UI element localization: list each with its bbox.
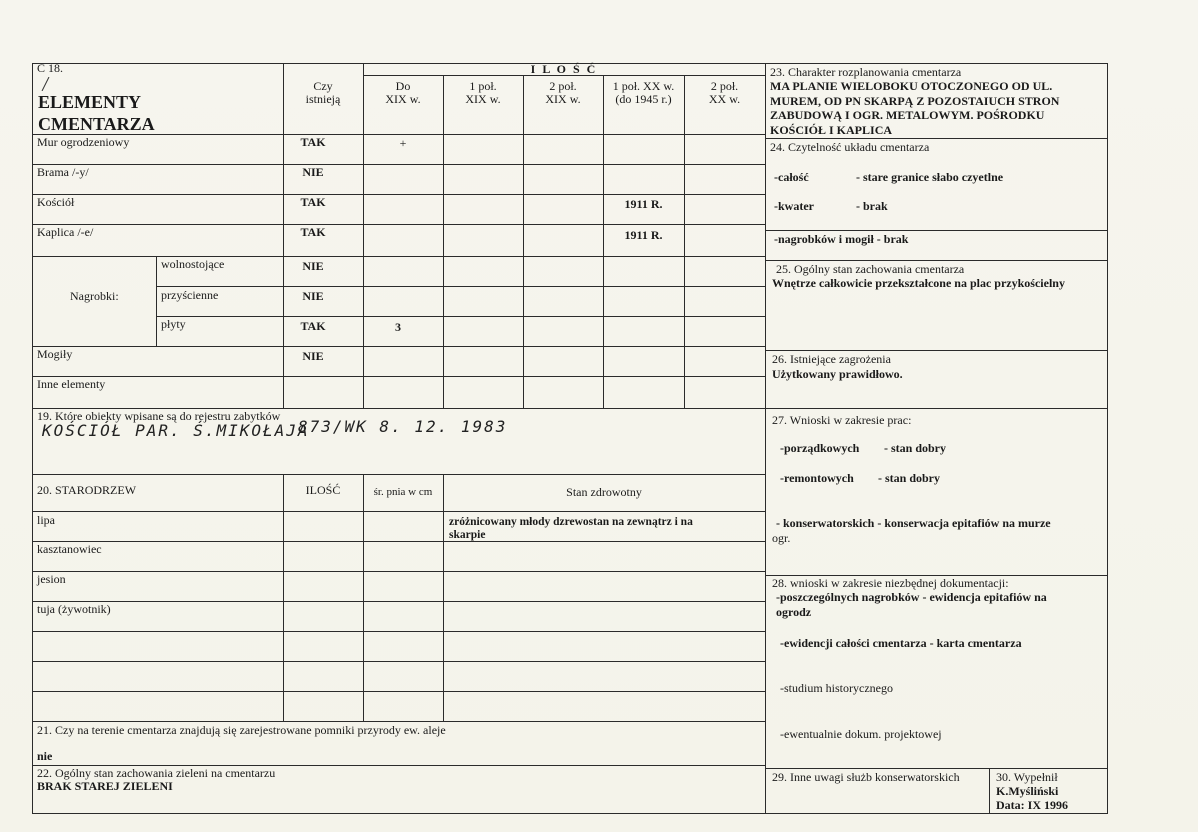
row-exists-mogily: NIE: [302, 349, 324, 363]
row-exists-plyty: TAK: [300, 319, 326, 333]
s27-label: 27. Wnioski w zakresie prac:: [772, 413, 912, 427]
col-exists-header-2: istnieją: [305, 92, 341, 106]
page-title: ELEMENTY: [38, 92, 142, 112]
s22-value: BRAK STAREJ ZIELENI: [37, 779, 173, 793]
row-label-mur: Mur ogrodzeniowy: [37, 135, 130, 149]
period-1: Do: [395, 79, 411, 93]
period-5: 2 poł.: [710, 79, 739, 93]
s27-r2b: - stan dobry: [878, 471, 941, 485]
s30-date: Data: IX 1996: [996, 798, 1068, 812]
s25-value: Wnętrze całkowicie przekształcone na plac przykościelny: [772, 276, 1065, 290]
s21-value: nie: [37, 749, 53, 763]
s26-label: 26. Istniejące zagrożenia: [772, 352, 891, 366]
form-sheet: C 18. ELEMENTY CMENTARZA Czy istnieją I L O Ś Ć Do XIX w. 1 poł. XIX w. 2 poł. XIX w. 1 poł. XX w. (do 1945 r.) 2 poł. XX w. Mur ogrodzeniowy TAK + Brama /-y/ NIE Kościół TAK 1911 R. Kaplica /-e/ TAK 1911 R. Nagrobki: wolnostojące NIE przyścienne NIE płyty TAK 3 Mogiły NIE Inne elementy 19. Które obiekty wpisane są do rejestru zabytków KOŚCIÓŁ PAR. Ś.MIKOŁAJA 873/WK 8. 12. 1983 20. STARODRZEW ILOŚĆ śr. pnia w cm Stan zdrowotny lipa kasztanowiec jesion tuja (żywotnik) zróżnicowany młody dzrewostan na zewnątrz i na skarpie 21. Czy na terenie cmentarza znajdują się zarejestrowane pomniki przyrody ew. aleje nie 22. Ogólny stan zachowania zieleni na cmentarzu BRAK STAREJ ZIELENI 23. Charakter rozplanowania cmentarza MA PLANIE WIELOBOKU OTOCZONEGO OD UL. MUREM, OD PN SKARPĄ Z POZOSTAIUCH STRON ZABUDOWĄ I OGR. METALOWYM. POŚRODKU KOŚCIÓŁ I KAPLICA 24. Czytelność układu cmentarza -całość - stare granice słabo czyetlne -kwater - brak -nagrobków i mogił - brak 25. Ogólny stan zachowania cmentarza Wnętrze całkowicie przekształcone na plac przykościelny 26. Istniejące zagrożenia Użytkowany prawidłowo. 27. Wnioski w zakresie prac: -porządkowych - stan dobry -remontowych - stan dobry - konserwatorskich - konserwacja epitafiów na murze ogr. 28. wnioski w zakresie niezbędnej dokumentacji: -poszczególnych nagrobków - ewidencja epitafiów na ogrodz -ewidencji całości cmentarza - karta cmentarza -studium historycznego -ewentualnie dokum. projektowej 29. Inne uwagi służb konserwatorskich 30. Wypełnił K.Myśliński Data: IX 1996: [0, 0, 1198, 832]
s28-r3: -studium historycznego: [780, 681, 893, 695]
s27-r1a: -porządkowych: [780, 441, 860, 455]
s24-r2b: - brak: [856, 199, 888, 213]
row-count-plyty: 3: [395, 320, 401, 334]
s24-r1b: - stare granice słabo czyetlne: [856, 170, 1004, 184]
row-label-wolno: wolnostojące: [161, 257, 225, 271]
col-exists-header: Czy: [313, 79, 333, 93]
row-exists-wolno: NIE: [302, 259, 324, 273]
s29-label: 29. Inne uwagi służb konserwatorskich: [772, 770, 960, 784]
s23-line-2: MUREM, OD PN SKARPĄ Z POZOSTAIUCH STRON: [770, 94, 1060, 108]
row-exists-kosciol: TAK: [300, 195, 326, 209]
s28-r2: -ewidencji całości cmentarza - karta cmentarza: [780, 636, 1022, 650]
frame-bottom: [32, 813, 1108, 814]
s24-r3: -nagrobków i mogił - brak: [774, 232, 909, 246]
row-label-plyty: płyty: [161, 317, 186, 331]
frame-right: [1107, 63, 1108, 814]
period-3: 2 poł.: [549, 79, 577, 93]
tree-kasztanowiec: kasztanowiec: [37, 542, 102, 556]
s26-value: Użytkowany prawidłowo.: [772, 367, 903, 381]
s28-r1: -poszczególnych nagrobków - ewidencja epitafiów na: [776, 590, 1047, 604]
row-label-mogily: Mogiły: [37, 347, 73, 361]
s27-r3b: ogr.: [772, 531, 791, 545]
s27-r2a: -remontowych: [780, 471, 854, 485]
row-exists-kaplica: TAK: [300, 225, 326, 239]
nagrobki-label: Nagrobki:: [70, 289, 119, 303]
s28-r1b: ogrodz: [776, 605, 812, 619]
page-title-2: CMENTARZA: [38, 114, 155, 134]
card-code: C 18.: [37, 61, 64, 75]
s20-health-header: Stan zdrowotny: [566, 485, 642, 499]
row-label-inne: Inne elementy: [37, 377, 106, 391]
row-date-kosciol: 1911 R.: [624, 197, 663, 211]
s24-label: 24. Czytelność układu cmentarza: [770, 140, 930, 154]
row-exists-mur: TAK: [300, 135, 326, 149]
s20-qty-header: ILOŚĆ: [305, 483, 341, 497]
row-exists-przy: NIE: [302, 289, 324, 303]
qty-header: I L O Ś Ć: [530, 62, 598, 76]
tree-tuja: tuja (żywotnik): [37, 602, 111, 616]
row-label-kosciol: Kościół: [37, 195, 75, 209]
s28-r4: -ewentualnie dokum. projektowej: [780, 727, 942, 741]
s28-label: 28. wnioski w zakresie niezbędnej dokumentacji:: [772, 576, 1009, 590]
row-mark-mur: +: [399, 136, 407, 150]
s30-name: K.Myśliński: [996, 784, 1059, 798]
tree-jesion: jesion: [37, 572, 66, 586]
s20-label: 20. STARODRZEW: [37, 483, 137, 497]
tree-lipa: lipa: [37, 513, 55, 527]
s23-line-1: MA PLANIE WIELOBOKU OTOCZONEGO OD UL.: [770, 79, 1053, 93]
period-4: 1 poł. XX w.: [612, 79, 675, 93]
s19-label: 19. Które obiekty wpisane są do rejestru zabytków: [37, 409, 281, 423]
s22-label: 22. Ogólny stan zachowania zieleni na cmentarzu: [37, 766, 276, 780]
s30-label: 30. Wypełnił: [996, 770, 1058, 784]
s23-line-3: ZABUDOWĄ I OGR. METALOWYM. POŚRODKU: [770, 108, 1045, 122]
s19-handwritten-2: 873/WK 8. 12. 1983: [298, 417, 508, 436]
row-exists-brama: NIE: [302, 165, 324, 179]
slash-mark: [40, 77, 50, 91]
frame-left: [32, 63, 33, 814]
s20-health-note-2: skarpie: [449, 529, 486, 541]
s21-label: 21. Czy na terenie cmentarza znajdują się zarejestrowane pomniki przyrody ew. aleje: [37, 723, 446, 737]
s25-label: 25. Ogólny stan zachowania cmentarza: [776, 262, 965, 276]
s23-label: 23. Charakter rozplanowania cmentarza: [770, 65, 962, 79]
s24-r1a: -całość: [774, 170, 809, 184]
s27-r1b: - stan dobry: [884, 441, 947, 455]
divider-main: [765, 63, 766, 814]
row-date-kaplica: 1911 R.: [624, 228, 663, 242]
s19-handwritten: KOŚCIÓŁ PAR. Ś.MIKOŁAJA: [42, 421, 310, 440]
period-2: 1 poł.: [469, 79, 497, 93]
s27-r3: - konserwatorskich - konserwacja epitafiów na murze: [776, 516, 1051, 530]
row-label-kaplica: Kaplica /-e/: [37, 225, 94, 239]
s20-diam-header: śr. pnia w cm: [373, 486, 433, 498]
s20-health-note: zróżnicowany młody dzrewostan na zewnątrz i na: [449, 516, 693, 528]
row-label-przy: przyścienne: [161, 288, 219, 302]
s23-line-4: KOŚCIÓŁ I KAPLICA: [770, 123, 893, 137]
s24-r2a: -kwater: [774, 199, 814, 213]
row-label-brama: Brama /-y/: [37, 165, 89, 179]
